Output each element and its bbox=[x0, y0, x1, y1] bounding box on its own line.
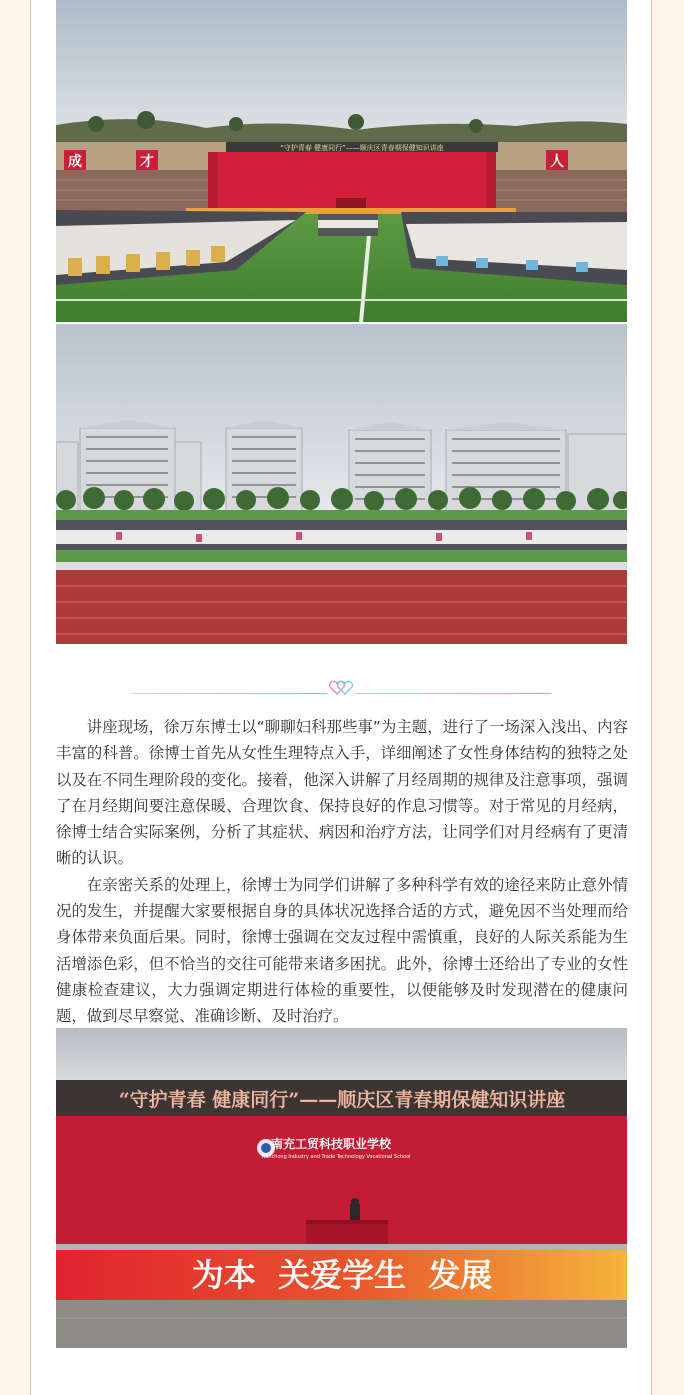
section-divider bbox=[131, 680, 551, 696]
article-body bbox=[56, 714, 628, 1030]
stage-banner-text: “守护青春 健康同行”——顺庆区青春期保健知识讲座 bbox=[280, 144, 444, 152]
article-card bbox=[30, 0, 652, 1395]
campus-audience-photo bbox=[56, 324, 627, 644]
divider-line-right bbox=[355, 693, 551, 694]
hearts-icon bbox=[327, 680, 355, 696]
lecture-stage-photo bbox=[56, 0, 627, 322]
side-sign-3: 人 bbox=[550, 154, 564, 170]
paragraph-1: 讲座现场，徐万东博士以“聊聊妇科那些事”为主题，进行了一场深入浅出、内容丰富的科普。徐博士首先从女性生理特点入手，详细阐述了女性身体结构的独特之处以及在不同生理阶段的变化。接着，他深入讲解了月经周期的规律及注意事项，强调了在月经期间要注意保暖、合理饮食、保持良好的作息习惯等。对于常见的月经病，徐博士结合实际案例，分析了其症状、病因和治疗方法，让同学们对月经病有了更清晰的认识。 bbox=[56, 718, 628, 868]
school-name-en: Nanchong Industry and Trade Technology Vocational School bbox=[261, 1154, 411, 1160]
speaker-stage-photo bbox=[56, 1028, 627, 1348]
side-sign-2: 才 bbox=[140, 154, 154, 170]
stage-banner-text: “守护青春 健康同行”——顺庆区青春期保健知识讲座 bbox=[118, 1089, 566, 1111]
divider-line-left bbox=[131, 693, 327, 694]
paragraph-2: 在亲密关系的处理上，徐博士为同学们讲解了多种科学有效的途径来防止意外情况的发生，并提醒大家要根据自身的具体状况选择合适的方式，避免因不当处理而给身体带来负面后果。同时，徐博士强调在交友过程中需慎重，良好的人际关系能为生活增添色彩，但不恰当的交往可能带来诸多困扰。此外，徐博士还给出了专业的女性健康检查建议，大力强调定期进行体检的重要性，以便能够及时发现潜在的健康问题，做到尽早察觉、准确诊断、及时治疗。 bbox=[56, 875, 628, 1026]
school-name: 南充工贸科技职业学校 bbox=[270, 1137, 392, 1151]
slogan-text: 为本 关爱学生 发展 bbox=[191, 1256, 493, 1294]
side-sign-1: 成 bbox=[68, 154, 82, 170]
